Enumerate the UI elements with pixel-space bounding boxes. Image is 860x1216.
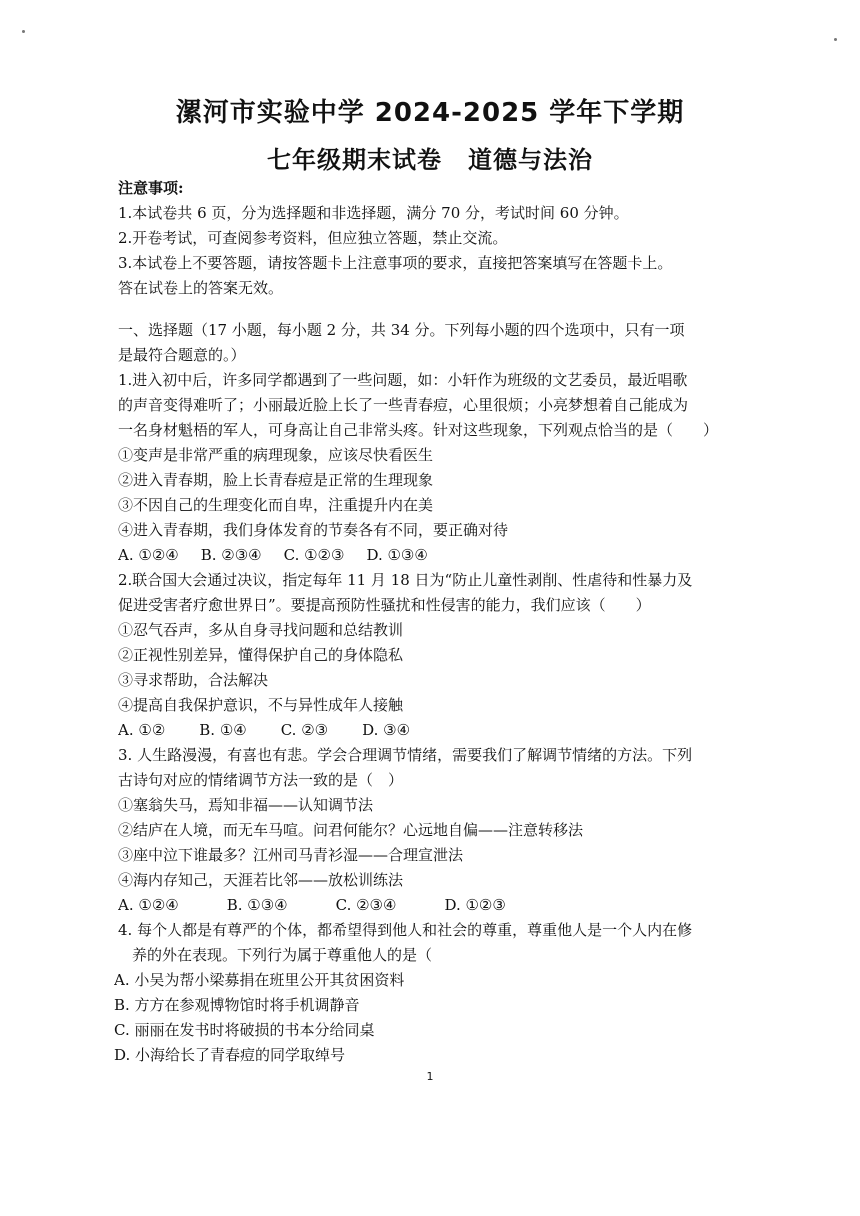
section-heading: 一、选择题（17 小题，每小题 2 分，共 34 分。下列每小题的四个选项中，只有一项 [118,321,685,339]
option-c: C. 丽丽在发书时将破损的书本分给同桌 [114,1021,375,1039]
statement: ①变声是非常严重的病理现象，应该尽快看医生 [118,446,434,464]
option-c: C. ①②③ [283,546,345,564]
question-stem: 古诗句对应的情绪调节方法一致的是（ ） [118,771,404,789]
option-d: D. 小海给长了青春痘的同学取绰号 [114,1046,346,1064]
exam-subtitle [0,140,860,175]
notice-item: 3.本试卷上不要答题，请按答题卡上注意事项的要求，直接把答案填写在答题卡上。 [118,254,673,272]
option-b: B. 方方在参观博物馆时将手机调静音 [114,996,360,1014]
question-stem: 一名身材魁梧的军人，可身高让自己非常头疼。针对这些现象，下列观点恰当的是（ ） [118,421,719,439]
option-a: A. ①②④ [118,896,179,914]
option-c: C. ②③ [280,721,329,739]
question-stem: 3. 人生路漫漫，有喜也有悲。学会合理调节情绪，需要我们了解调节情绪的方法。下列 [118,746,693,764]
question-stem: 的声音变得难听了；小丽最近脸上长了一些青春痘，心里很烦；小亮梦想着自己能成为 [118,396,689,414]
question-stem: 4. 每个人都是有尊严的个体，都希望得到他人和社会的尊重，尊重他人是一个人内在修 [118,921,693,939]
notice-section [118,176,758,301]
question-3 [118,743,758,918]
option-a: A. ①②④ [118,546,179,564]
answer-options [118,893,758,918]
option-b: B. ①④ [199,721,247,739]
section-heading-cont: 是最符合题意的。） [118,346,246,364]
option-a: A. 小吴为帮小梁募捐在班里公开其贫困资料 [114,971,405,989]
option-d: D. ①③④ [366,546,428,564]
notice-heading: 注意事项: [118,179,184,197]
statement: ③寻求帮助，合法解决 [118,671,269,689]
notice-item: 答在试卷上的答案无效。 [118,279,284,297]
section-choice [118,318,758,368]
question-2 [118,568,758,743]
option-b: B. ①③④ [226,896,288,914]
statement: ①忍气吞声，多从自身寻找问题和总结教训 [118,621,404,639]
question-stem: 促进受害者疗愈世界日”。要提高预防性骚扰和性侵害的能力，我们应该（ ） [118,596,651,614]
question-stem: 1.进入初中后，许多同学都遇到了一些问题，如：小轩作为班级的文艺委员，最近唱歌 [118,371,688,389]
answer-options [118,718,758,743]
option-a: A. ①② [118,721,166,739]
question-stem: 养的外在表现。下列行为属于尊重他人的是（ [132,946,433,964]
option-d: D. ③④ [362,721,411,739]
statement: ④提高自我保护意识，不与异性成年人接触 [118,696,404,714]
question-stem: 2.联合国大会通过决议，指定每年 11 月 18 日为“防止儿童性剥削、性虐待和性暴力及 [118,571,693,589]
question-4 [114,918,758,1068]
option-d: D. ①②③ [444,896,506,914]
statement: ①塞翁失马，焉知非福——认知调节法 [118,796,374,814]
scan-speck [22,30,25,33]
option-c: C. ②③④ [335,896,397,914]
statement: ③座中泣下谁最多？江州司马青衫湿——合理宣泄法 [118,846,464,864]
subject-label: 道德与法治 [468,146,593,174]
answer-options [118,543,758,568]
page-number: 1 [426,1070,434,1083]
statement: ④进入青春期，我们身体发育的节奏各有不同，要正确对待 [118,521,509,539]
statement: ②结庐在人境，而无车马喧。问君何能尔？心远地自偏——注意转移法 [118,821,584,839]
scan-speck [834,38,837,41]
statement: ④海内存知己，天涯若比邻——放松训练法 [118,871,404,889]
statement: ③不因自己的生理变化而自卑，注重提升内在美 [118,496,434,514]
option-b: B. ②③④ [200,546,262,564]
grade-exam-label: 七年级期末试卷 [267,146,442,174]
statement: ②正视性别差异，懂得保护自己的身体隐私 [118,646,404,664]
question-1 [118,368,758,568]
statement: ②进入青春期，脸上长青春痘是正常的生理现象 [118,471,434,489]
exam-title: 漯河市实验中学 2024-2025 学年下学期 [175,98,685,128]
notice-item: 2.开卷考试，可查阅参考资料，但应独立答题，禁止交流。 [118,229,508,247]
notice-item: 1.本试卷共 6 页，分为选择题和非选择题，满分 70 分，考试时间 60 分钟。 [118,204,629,222]
